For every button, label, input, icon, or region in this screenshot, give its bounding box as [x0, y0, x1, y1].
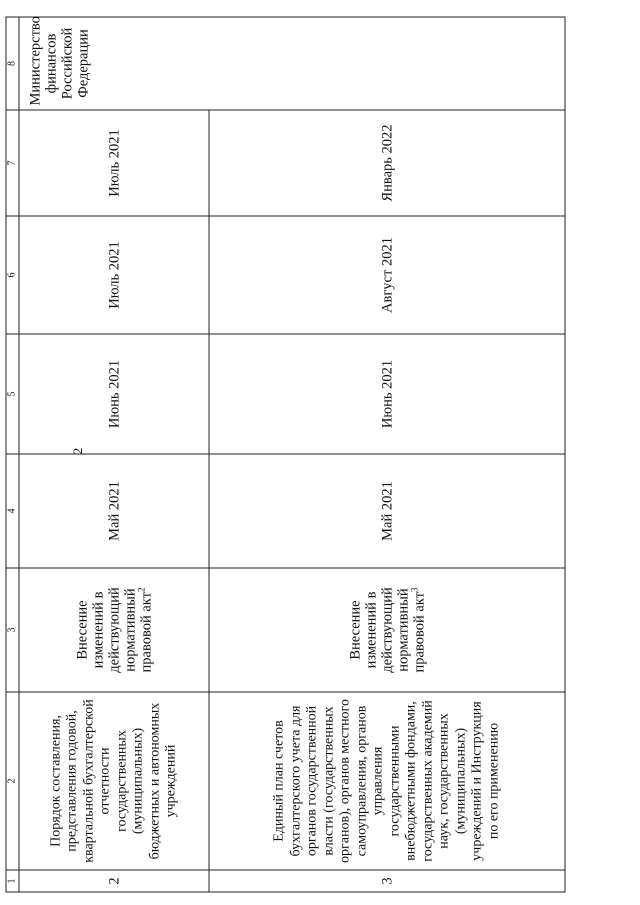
header-cell-8: 8	[6, 17, 19, 110]
header-cell-3: 3	[6, 568, 19, 692]
row-action-text: Внесение изменений в действующий нормативный правовой акт	[346, 586, 427, 673]
header-cell-4: 4	[6, 454, 19, 568]
row-name-text: Порядок составления, представления годовой, квартальной бухгалтерской отчетности государственных (муниципальных) бюджетных и автономных учреждений	[47, 698, 178, 863]
responsible-cell	[19, 17, 565, 110]
header-cell-2: 2	[6, 692, 19, 870]
row-action-text: Внесение изменений в действующий нормативный правовой акт	[73, 586, 154, 673]
row-col6: Август 2021	[209, 216, 565, 334]
header-cell-5: 5	[6, 334, 19, 454]
header-cell-1: 1	[6, 870, 19, 892]
page-number: 2	[70, 447, 85, 455]
table-row	[209, 17, 565, 892]
row-col6: Июль 2021	[19, 216, 209, 334]
header-cell-7: 7	[6, 110, 19, 216]
footnote-mark: 2	[135, 587, 146, 592]
row-name	[19, 692, 209, 870]
row-name	[209, 692, 565, 870]
row-col5: Июнь 2021	[19, 334, 209, 454]
plan-table	[5, 16, 565, 892]
row-col4: Май 2021	[209, 454, 565, 568]
row-col7: Июль 2021	[19, 110, 209, 216]
row-action	[209, 568, 565, 692]
table-row	[19, 17, 209, 892]
row-number: 3	[209, 870, 565, 892]
row-col4: Май 2021	[19, 454, 209, 568]
responsible-text: Министерство финансов Российской Федерации	[27, 15, 91, 105]
row-action	[19, 568, 209, 692]
row-number: 2	[19, 870, 209, 892]
row-col5: Июнь 2021	[209, 334, 565, 454]
row-name-text: Единый план счетов бухгалтерского учета для органов государственной власти (государственных органов), органов местного самоуправления, органов управления государственными внебюджетными фондами, государственных академий наук, государственных (муниципальных) учреждений и Инструкция по его применению	[271, 698, 501, 863]
header-cell-6: 6	[6, 216, 19, 334]
row-col7: Январь 2022	[209, 110, 565, 216]
header-row	[6, 17, 19, 892]
footnote-mark: 3	[408, 587, 419, 592]
